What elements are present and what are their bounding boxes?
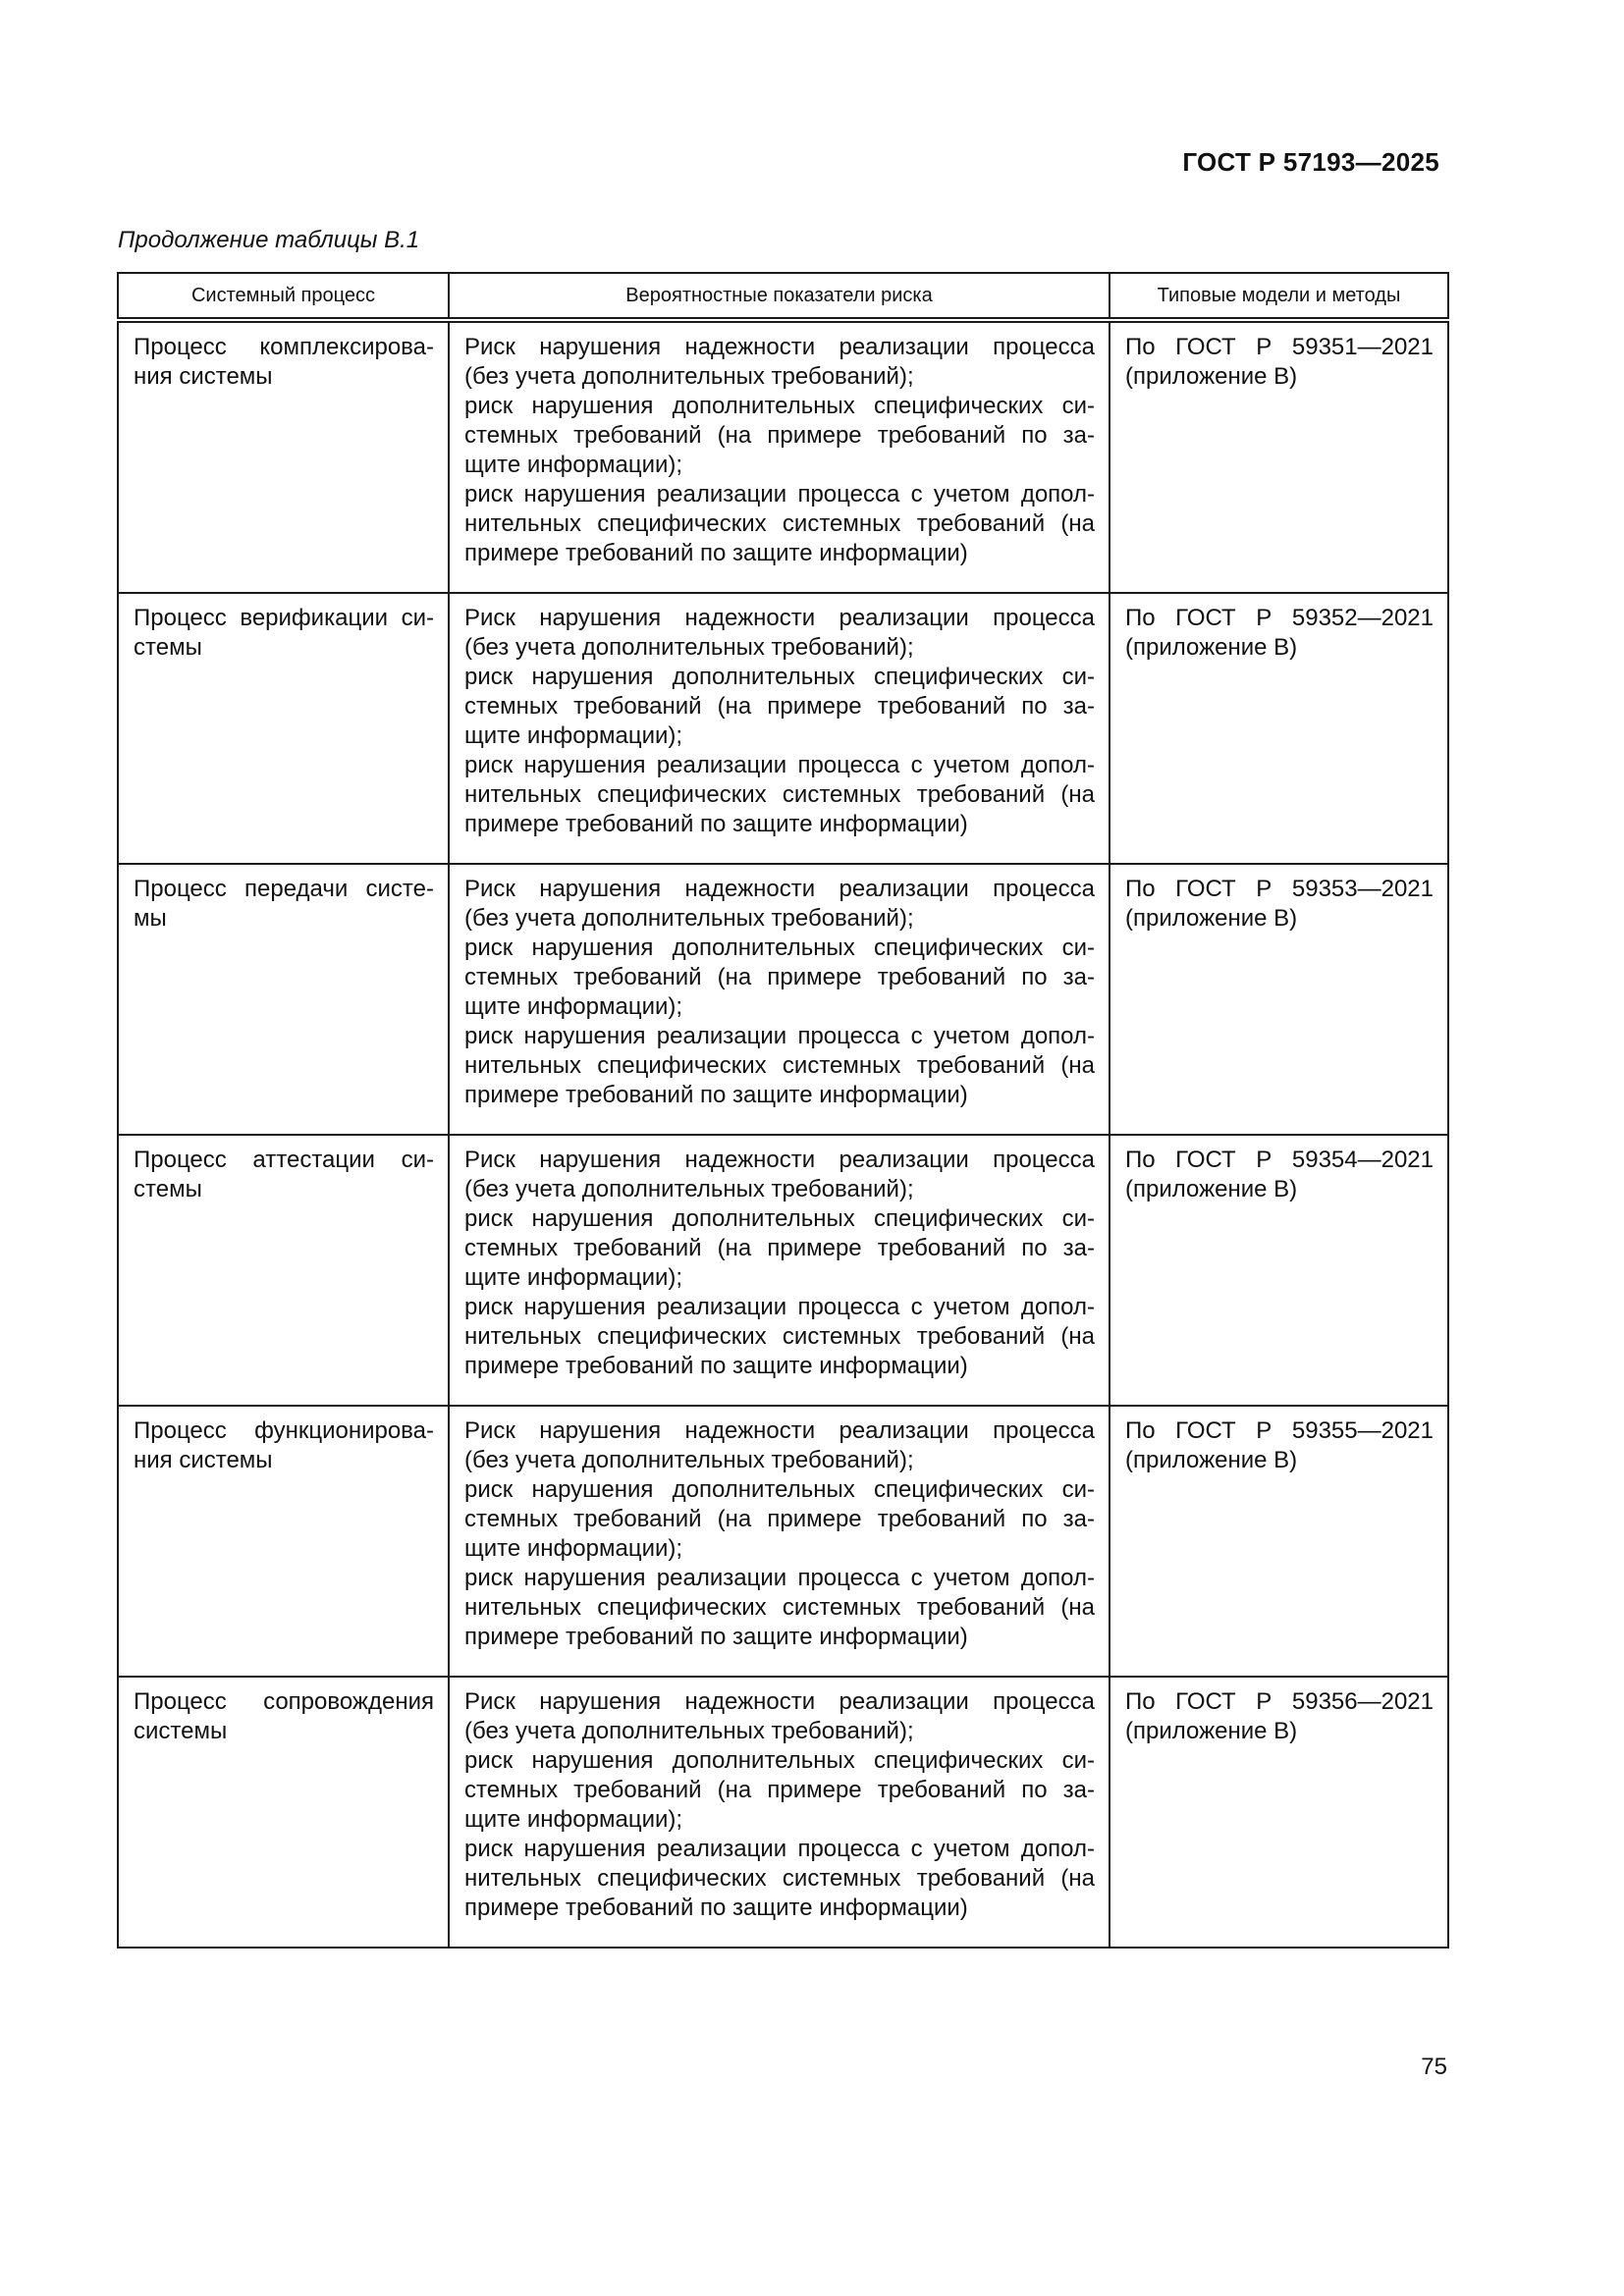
method-cell-line: (приложение В) xyxy=(1125,905,1298,932)
process-cell-line: Процесс верификации си- xyxy=(134,605,434,631)
risk-cell-line: Риск нарушения надежности реализации процесса xyxy=(464,876,1095,902)
risk-cell-line: примере требований по защите информации) xyxy=(464,1353,968,1379)
column-header: Вероятностные показатели риска xyxy=(449,273,1110,320)
method-cell-line: По ГОСТ Р 59353—2021 xyxy=(1125,876,1434,902)
method-cell-line: По ГОСТ Р 59355—2021 xyxy=(1125,1417,1434,1444)
method-cell-line: (приложение В) xyxy=(1125,363,1298,390)
risk-cell-line: нительных специфических системных требований (на xyxy=(464,510,1095,537)
risk-cell-line: стемных требований (на примере требований по за- xyxy=(464,422,1095,449)
page-number: 75 xyxy=(1421,2054,1447,2080)
method-cell-line: (приложение В) xyxy=(1125,1447,1298,1473)
risk-cell-line: (без учета дополнительных требований); xyxy=(464,905,914,932)
process-cell xyxy=(118,1677,449,1948)
process-cell-line: Процесс передачи систе- xyxy=(134,876,434,902)
risk-cell xyxy=(449,1135,1110,1406)
process-cell xyxy=(118,320,449,593)
process-cell-line: системы xyxy=(134,1718,228,1744)
risk-cell-line: (без учета дополнительных требований); xyxy=(464,634,914,661)
method-cell-line: По ГОСТ Р 59356—2021 xyxy=(1125,1688,1434,1715)
table-header xyxy=(118,273,1448,320)
process-cell-line: Процесс аттестации си- xyxy=(134,1147,434,1173)
risk-cell-line: (без учета дополнительных требований); xyxy=(464,363,914,390)
risk-cell xyxy=(449,864,1110,1135)
column-header: Типовые модели и методы xyxy=(1110,273,1448,320)
process-cell-line: Процесс функционирова- xyxy=(134,1417,434,1444)
process-cell-line: Процесс комплексирова- xyxy=(134,334,434,360)
risk-cell xyxy=(449,320,1110,593)
risk-cell-line: риск нарушения реализации процесса с учетом допол- xyxy=(464,1836,1095,1862)
risk-cell-line: стемных требований (на примере требований по за- xyxy=(464,693,1095,720)
risk-cell-line: нительных специфических системных требований (на xyxy=(464,1594,1095,1621)
risk-cell-line: щите информации); xyxy=(464,1535,683,1562)
process-cell xyxy=(118,864,449,1135)
risk-cell-line: риск нарушения реализации процесса с учетом допол- xyxy=(464,481,1095,507)
risk-cell-line: риск нарушения дополнительных специфических си- xyxy=(464,393,1095,419)
risk-cell-line: риск нарушения реализации процесса с учетом допол- xyxy=(464,1565,1095,1591)
column-header: Системный процесс xyxy=(118,273,449,320)
risk-cell-line: (без учета дополнительных требований); xyxy=(464,1447,914,1473)
risk-cell xyxy=(449,593,1110,864)
risk-cell-line: стемных требований (на примере требований по за- xyxy=(464,1235,1095,1261)
table-row xyxy=(118,320,1448,593)
method-cell-line: По ГОСТ Р 59352—2021 xyxy=(1125,605,1434,631)
table-row xyxy=(118,1677,1448,1948)
process-cell xyxy=(118,1135,449,1406)
risk-cell-line: Риск нарушения надежности реализации процесса xyxy=(464,1147,1095,1173)
risk-cell-line: щите информации); xyxy=(464,993,683,1020)
risk-cell-line: риск нарушения дополнительных специфических си- xyxy=(464,664,1095,690)
risk-cell xyxy=(449,1406,1110,1677)
method-cell xyxy=(1110,593,1448,864)
method-cell xyxy=(1110,864,1448,1135)
process-cell-line: ния системы xyxy=(134,363,273,390)
method-cell-line: (приложение В) xyxy=(1125,1176,1298,1202)
risk-cell-line: щите информации); xyxy=(464,452,683,478)
risk-cell-line: риск нарушения реализации процесса с учетом допол- xyxy=(464,1294,1095,1320)
risk-cell-line: примере требований по защите информации) xyxy=(464,1082,968,1108)
standard-code: ГОСТ Р 57193—2025 xyxy=(1182,147,1439,177)
table-row xyxy=(118,1406,1448,1677)
table-row xyxy=(118,864,1448,1135)
process-cell xyxy=(118,593,449,864)
table-row xyxy=(118,593,1448,864)
method-cell xyxy=(1110,1135,1448,1406)
method-cell-line: (приложение В) xyxy=(1125,634,1298,661)
method-cell-line: По ГОСТ Р 59351—2021 xyxy=(1125,334,1434,360)
risk-cell-line: риск нарушения реализации процесса с учетом допол- xyxy=(464,1023,1095,1049)
risk-cell-line: Риск нарушения надежности реализации процесса xyxy=(464,1417,1095,1444)
risk-cell-line: стемных требований (на примере требований по за- xyxy=(464,1777,1095,1803)
method-cell xyxy=(1110,320,1448,593)
risk-cell-line: риск нарушения дополнительных специфических си- xyxy=(464,934,1095,961)
risk-cell-line: нительных специфических системных требований (на xyxy=(464,1323,1095,1350)
risk-cell-line: нительных специфических системных требований (на xyxy=(464,1865,1095,1892)
risk-cell-line: щите информации); xyxy=(464,1264,683,1291)
process-cell xyxy=(118,1406,449,1677)
risk-cell-line: риск нарушения дополнительных специфических си- xyxy=(464,1205,1095,1232)
method-cell xyxy=(1110,1677,1448,1948)
table-caption: Продолжение таблицы В.1 xyxy=(118,227,420,253)
risk-cell-line: щите информации); xyxy=(464,1806,683,1833)
method-cell-line: По ГОСТ Р 59354—2021 xyxy=(1125,1147,1434,1173)
risk-cell-line: Риск нарушения надежности реализации процесса xyxy=(464,605,1095,631)
table-body xyxy=(118,320,1448,1948)
risk-cell-line: примере требований по защите информации) xyxy=(464,811,968,837)
risk-cell-line: риск нарушения дополнительных специфических си- xyxy=(464,1747,1095,1774)
risk-cell-line: (без учета дополнительных требований); xyxy=(464,1718,914,1744)
process-cell-line: ния системы xyxy=(134,1447,273,1473)
method-cell xyxy=(1110,1406,1448,1677)
risk-cell-line: риск нарушения дополнительных специфических си- xyxy=(464,1476,1095,1503)
risk-cell-line: стемных требований (на примере требований по за- xyxy=(464,1506,1095,1532)
risk-cell-line: Риск нарушения надежности реализации процесса xyxy=(464,1688,1095,1715)
risk-cell-line: стемных требований (на примере требований по за- xyxy=(464,964,1095,990)
risk-cell-line: нительных специфических системных требований (на xyxy=(464,1052,1095,1079)
risk-cell-line: щите информации); xyxy=(464,722,683,749)
process-cell-line: стемы xyxy=(134,634,202,661)
table-row xyxy=(118,1135,1448,1406)
process-cell-line: Процесс сопровождения xyxy=(134,1688,434,1715)
method-cell-line: (приложение В) xyxy=(1125,1718,1298,1744)
risk-cell-line: риск нарушения реализации процесса с учетом допол- xyxy=(464,752,1095,778)
risk-cell-line: примере требований по защите информации) xyxy=(464,1624,968,1650)
risk-table xyxy=(117,272,1449,1949)
risk-cell-line: (без учета дополнительных требований); xyxy=(464,1176,914,1202)
process-cell-line: мы xyxy=(134,905,167,932)
risk-cell xyxy=(449,1677,1110,1948)
risk-cell-line: Риск нарушения надежности реализации процесса xyxy=(464,334,1095,360)
risk-cell-line: примере требований по защите информации) xyxy=(464,540,968,566)
risk-cell-line: нительных специфических системных требований (на xyxy=(464,781,1095,808)
process-cell-line: стемы xyxy=(134,1176,202,1202)
risk-cell-line: примере требований по защите информации) xyxy=(464,1895,968,1921)
